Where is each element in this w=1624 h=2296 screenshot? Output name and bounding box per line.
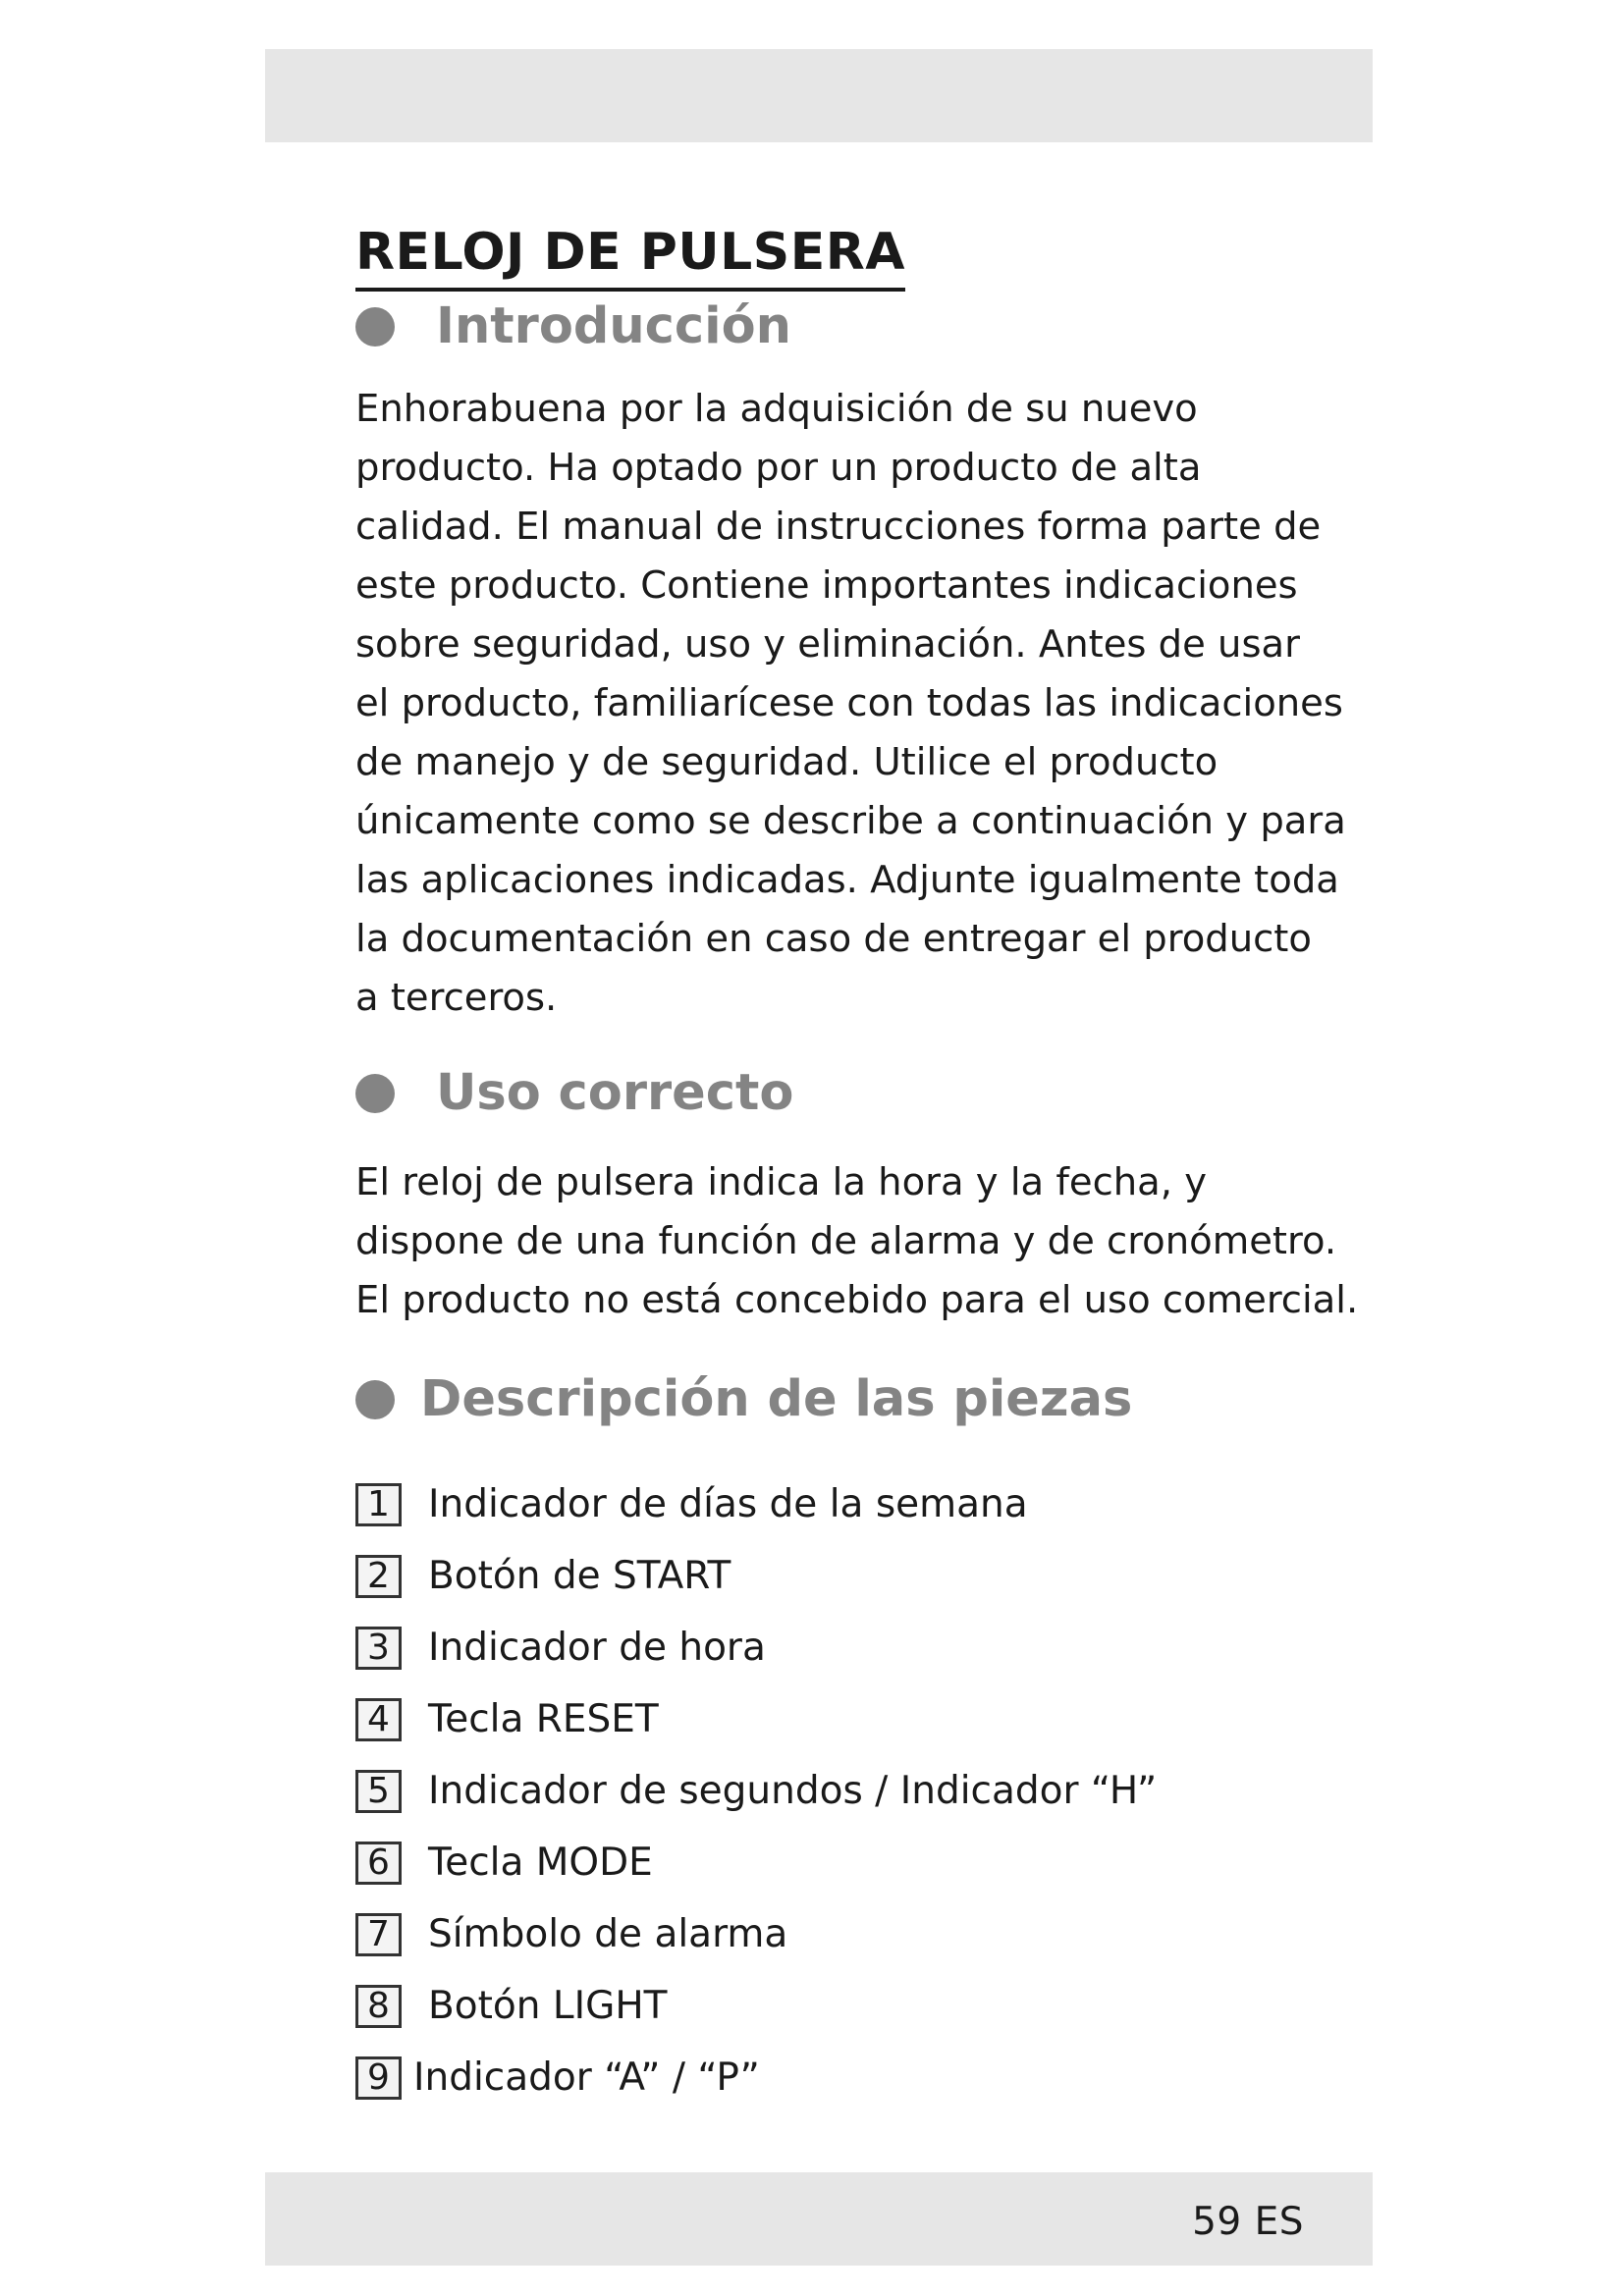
paragraph-line: El reloj de pulsera indica la hora y la fecha, y <box>355 1160 1208 1204</box>
section-heading-usage-text: Uso correcto <box>436 1064 794 1122</box>
list-item <box>355 1898 1157 1970</box>
paragraph-line: El producto no está concebido para el uso comercial. <box>355 1278 1359 1322</box>
part-number-box: 5 <box>355 1770 402 1813</box>
part-label: Indicador “A” / “P” <box>413 2056 760 2100</box>
part-number-box: 9 <box>355 2056 402 2100</box>
list-item <box>355 1970 1157 2042</box>
part-label: Tecla RESET <box>428 1697 659 1741</box>
list-item <box>355 1827 1157 1898</box>
section-heading-usage <box>355 1064 793 1122</box>
part-label: Indicador de segundos / Indicador “H” <box>428 1769 1158 1813</box>
bullet-icon <box>355 307 395 347</box>
parts-list <box>355 1468 1157 2113</box>
section-heading-parts <box>355 1370 1132 1428</box>
part-number-box: 1 <box>355 1483 402 1526</box>
paragraph-line: de manejo y de seguridad. Utilice el producto <box>355 740 1218 784</box>
list-item <box>355 1468 1157 1540</box>
list-item <box>355 1683 1157 1755</box>
paragraph-line: dispone de una función de alarma y de cronómetro. <box>355 1219 1337 1263</box>
paragraph-line: las aplicaciones indicadas. Adjunte igualmente toda <box>355 858 1339 902</box>
part-number-box: 7 <box>355 1913 402 1956</box>
section-heading-parts-text: Descripción de las piezas <box>420 1370 1133 1428</box>
bullet-icon <box>355 1074 395 1113</box>
footer-band <box>265 2172 1373 2266</box>
part-label: Indicador de días de la semana <box>428 1482 1028 1526</box>
section-heading-intro <box>355 297 791 355</box>
list-item <box>355 1755 1157 1827</box>
paragraph-line: calidad. El manual de instrucciones forma parte de <box>355 505 1322 549</box>
header-band <box>265 49 1373 142</box>
part-number-box: 2 <box>355 1555 402 1598</box>
paragraph-line: la documentación en caso de entregar el producto <box>355 917 1312 961</box>
part-label: Símbolo de alarma <box>428 1912 788 1956</box>
part-label: Tecla MODE <box>428 1841 653 1885</box>
paragraph-line: el producto, familiarícese con todas las indicaciones <box>355 681 1343 725</box>
part-number-box: 8 <box>355 1985 402 2028</box>
paragraph-line: Enhorabuena por la adquisición de su nuevo <box>355 387 1198 431</box>
page-number: 59 ES <box>1192 2200 1304 2244</box>
intro-paragraph <box>355 380 1346 1028</box>
section-heading-intro-text: Introducción <box>436 297 791 355</box>
list-item <box>355 2042 1157 2113</box>
part-number-box: 6 <box>355 1842 402 1885</box>
part-number-box: 4 <box>355 1698 402 1741</box>
paragraph-line: a terceros. <box>355 976 558 1020</box>
part-number-box: 3 <box>355 1627 402 1670</box>
usage-paragraph <box>355 1153 1359 1330</box>
document-title: RELOJ DE PULSERA <box>355 223 905 292</box>
paragraph-line: producto. Ha optado por un producto de alta <box>355 446 1202 490</box>
part-label: Indicador de hora <box>428 1626 766 1670</box>
paragraph-line: sobre seguridad, uso y eliminación. Antes de usar <box>355 622 1300 667</box>
paragraph-line: únicamente como se describe a continuación y para <box>355 799 1346 843</box>
bullet-icon <box>355 1380 395 1419</box>
list-item <box>355 1612 1157 1683</box>
part-label: Botón LIGHT <box>428 1984 668 2028</box>
part-label: Botón de START <box>428 1554 731 1598</box>
paragraph-line: este producto. Contiene importantes indicaciones <box>355 563 1298 608</box>
list-item <box>355 1540 1157 1612</box>
